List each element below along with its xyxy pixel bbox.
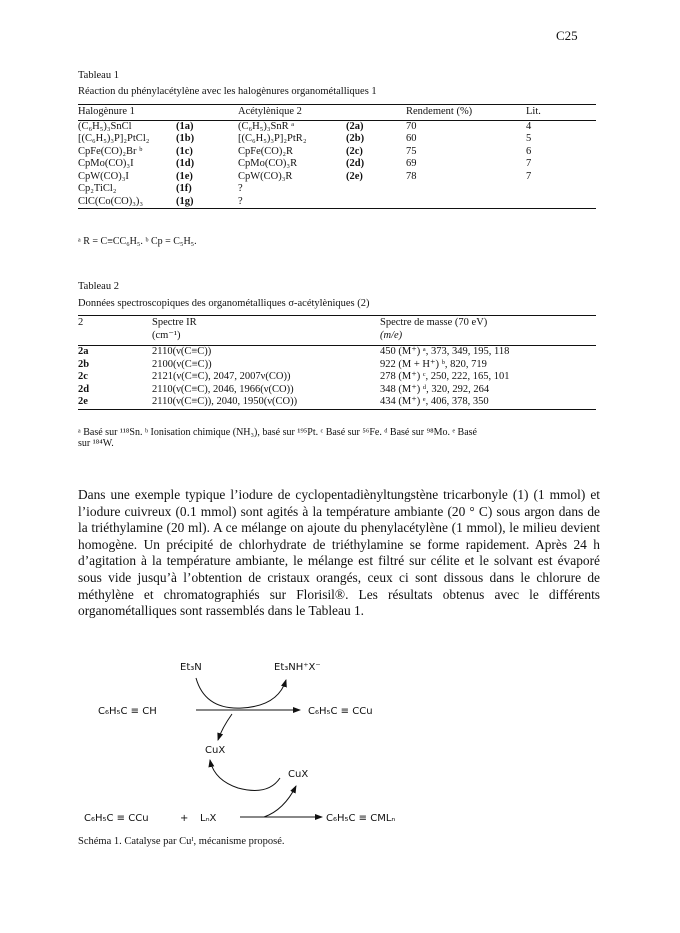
cell-halide: [(C₆H₅)₃P]₂PtCl₂ (78, 133, 150, 144)
cell-acetylenic-id (346, 196, 406, 209)
cell-lit: 7 (526, 158, 532, 169)
cell-halide-id: (1a) (176, 120, 194, 132)
cell-lit: 7 (526, 170, 532, 182)
cell-halide: ClC(Co(CO)₃)₃ (78, 195, 144, 207)
cell-halide: CpW(CO)₃I (78, 170, 129, 182)
cell-acetylenic: CpW(CO)₃R (238, 170, 293, 182)
cell-halide-id: (1e) (176, 170, 193, 182)
cell-lit: 4 (526, 120, 532, 132)
cell-halide: CpFe(CO)₂Br ᵇ (78, 145, 143, 157)
cell-acetylenic-id (346, 183, 406, 196)
table1-footnote: ᵃ R = C≡CC₆H₅. ᵇ Cp = C₅H₅. (78, 236, 197, 247)
table1-row (78, 146, 596, 159)
table2-header-ir: Spectre IR (cm⁻¹) (152, 317, 197, 341)
cell-halide-id: (1b) (176, 133, 195, 144)
table1-row (78, 171, 596, 184)
reactant1: C₆H₅C ≡ CH (98, 706, 157, 717)
cell-halide: CpMo(CO)₃I (78, 158, 134, 169)
plus-sign: + (180, 813, 189, 824)
cell-yield: 78 (406, 170, 417, 182)
cell-ms: 450 (M⁺) ᵃ, 373, 349, 195, 118 (380, 346, 510, 357)
table1-header-yield: Rendement (%) (406, 106, 473, 117)
cell-acetylenic: ? (238, 183, 243, 194)
table1-row (78, 196, 596, 209)
table1-row (78, 120, 596, 133)
cell-lit (526, 196, 596, 209)
cell-compound: 2a (78, 346, 89, 357)
cell-compound: 2e (78, 396, 88, 407)
body-paragraph: Dans une exemple typique l’iodure de cyclopentadiènyltungstène tricarbonyle (1) (1 mmol) et l’iodure cuivreux (0.1 mmol) sont agités à la température ambiante (20 ° C) sous argon dans de la triéthylamine (20 ml). A ce mélange on ajoute du phenylacétylène (1 mmol), le milieu devient homogène. Un précipité de chlorhydrate de triéthylamine se forme rapidement. Après 24 h d’agitation à la température ambiante, le mélange est filtré sur célite et le solvant est évaporé sous vide jusqu’à l’obtention de cristaux orangés, ceux ci sont dissous dans le chlorure de méthylène et chromatographiés sur Florisil®. Les résultats obtenus avec le différents organométalliques sont rassemblés dans le Tableau 1. (78, 487, 600, 619)
curved-arrow-top (196, 678, 286, 708)
table2-header-compound: 2 (78, 317, 84, 328)
cell-compound: 2d (78, 383, 90, 395)
cell-lit (526, 183, 596, 196)
curved-arrow-cux (210, 760, 280, 790)
table2-label: Tableau 2 (78, 281, 119, 292)
cell-acetylenic: [(C₆H₅)₃P]₂PtR₂ (238, 133, 307, 144)
table2-header-ms: Spectre de masse (70 eV) (m/e) (380, 317, 488, 341)
cell-yield: 69 (406, 158, 417, 169)
cell-ir: 2110(ν(C≡C), 2046, 1966(ν(CO)) (152, 383, 294, 395)
table2-row (78, 384, 596, 397)
cell-acetylenic-id: (2a) (346, 120, 364, 132)
table1 (78, 104, 596, 209)
cell-compound: 2c (78, 371, 88, 382)
cell-acetylenic-id: (2b) (346, 133, 365, 144)
table1-label: Tableau 1 (78, 70, 119, 81)
table1-row (78, 133, 596, 146)
et3nh-label: Et₃NH⁺X⁻ (274, 662, 321, 673)
table1-header-acetylenic: Acétylènique 2 (238, 106, 302, 117)
table1-caption: Réaction du phénylacétylène avec les halogènures organométalliques 1 (78, 86, 377, 97)
cell-halide-id: (1f) (176, 183, 192, 194)
arrow-cux-release (264, 786, 296, 817)
cell-halide-id: (1d) (176, 158, 195, 169)
product2: C₆H₅C ≡ CMLₙ (326, 813, 396, 824)
cell-halide: Cp₂TiCl₂ (78, 183, 117, 194)
cell-yield (406, 196, 526, 209)
cell-yield: 75 (406, 145, 417, 157)
table1-row (78, 183, 596, 196)
table2 (78, 315, 596, 410)
cell-acetylenic: (C₆H₅)₃SnR ᵃ (238, 120, 295, 132)
cell-ms: 434 (M⁺) ᵉ, 406, 378, 350 (380, 396, 489, 407)
reactant2: C₆H₅C ≡ CCu (84, 813, 149, 824)
cell-lit: 5 (526, 133, 532, 144)
table2-row (78, 371, 596, 384)
cux-mid-label: CuX (205, 745, 226, 756)
table1-row (78, 158, 596, 171)
cell-halide: (C₆H₅)₃SnCl (78, 120, 132, 132)
cell-halide-id: (1g) (176, 195, 194, 207)
table2-caption: Données spectroscopiques des organométalliques σ-acétylèniques (2) (78, 298, 370, 309)
cell-yield (406, 183, 526, 196)
reaction-scheme (0, 650, 680, 850)
cell-acetylenic-id: (2c) (346, 145, 363, 157)
cell-acetylenic-id: (2e) (346, 170, 363, 182)
table1-header-lit: Lit. (526, 106, 541, 117)
table2-row (78, 346, 596, 359)
table2-footnote: ᵃ Basé sur ¹¹⁸Sn. ᵇ Ionisation chimique (NH₃), basé sur ¹⁹⁵Pt. ᶜ Basé sur ⁵⁶Fe. ᵈ Basé sur ⁹⁸Mo. ᵉ Basé sur ¹⁸⁴W. (78, 427, 477, 449)
cell-ms: 922 (M + H⁺) ᵇ, 820, 719 (380, 358, 487, 370)
page-number: C25 (556, 28, 578, 43)
cell-acetylenic: CpFe(CO)₂R (238, 145, 293, 157)
arrow-to-cux (218, 714, 232, 740)
cell-ir: 2121(ν(C≡C), 2047, 2007ν(CO)) (152, 371, 291, 382)
cux-right-label: CuX (288, 769, 309, 780)
cell-yield: 60 (406, 133, 417, 144)
cell-compound: 2b (78, 358, 90, 370)
product1: C₆H₅C ≡ CCu (308, 706, 373, 717)
scheme-caption: Schéma 1. Catalyse par Cuᴵ, mécanisme proposé. (78, 836, 285, 847)
table2-row (78, 396, 596, 409)
cell-lit: 6 (526, 145, 532, 157)
cell-yield: 70 (406, 120, 417, 132)
cell-acetylenic-id: (2d) (346, 158, 365, 169)
lnx-label: LₙX (200, 813, 217, 824)
cell-ir: 2100(ν(C≡C)) (152, 358, 212, 370)
cell-ms: 278 (M⁺) ᶜ, 250, 222, 165, 101 (380, 371, 510, 382)
et3n-label: Et₃N (180, 662, 202, 673)
table2-row (78, 359, 596, 372)
cell-halide-id: (1c) (176, 145, 193, 157)
cell-ms: 348 (M⁺) ᵈ, 320, 292, 264 (380, 383, 490, 395)
cell-acetylenic: ? (238, 195, 243, 207)
cell-acetylenic: CpMo(CO)₃R (238, 158, 298, 169)
table1-header-halide: Halogènure 1 (78, 106, 135, 117)
cell-ir: 2110(ν(C≡C)) (152, 346, 212, 357)
cell-ir: 2110(ν(C≡C)), 2040, 1950(ν(CO)) (152, 396, 298, 407)
